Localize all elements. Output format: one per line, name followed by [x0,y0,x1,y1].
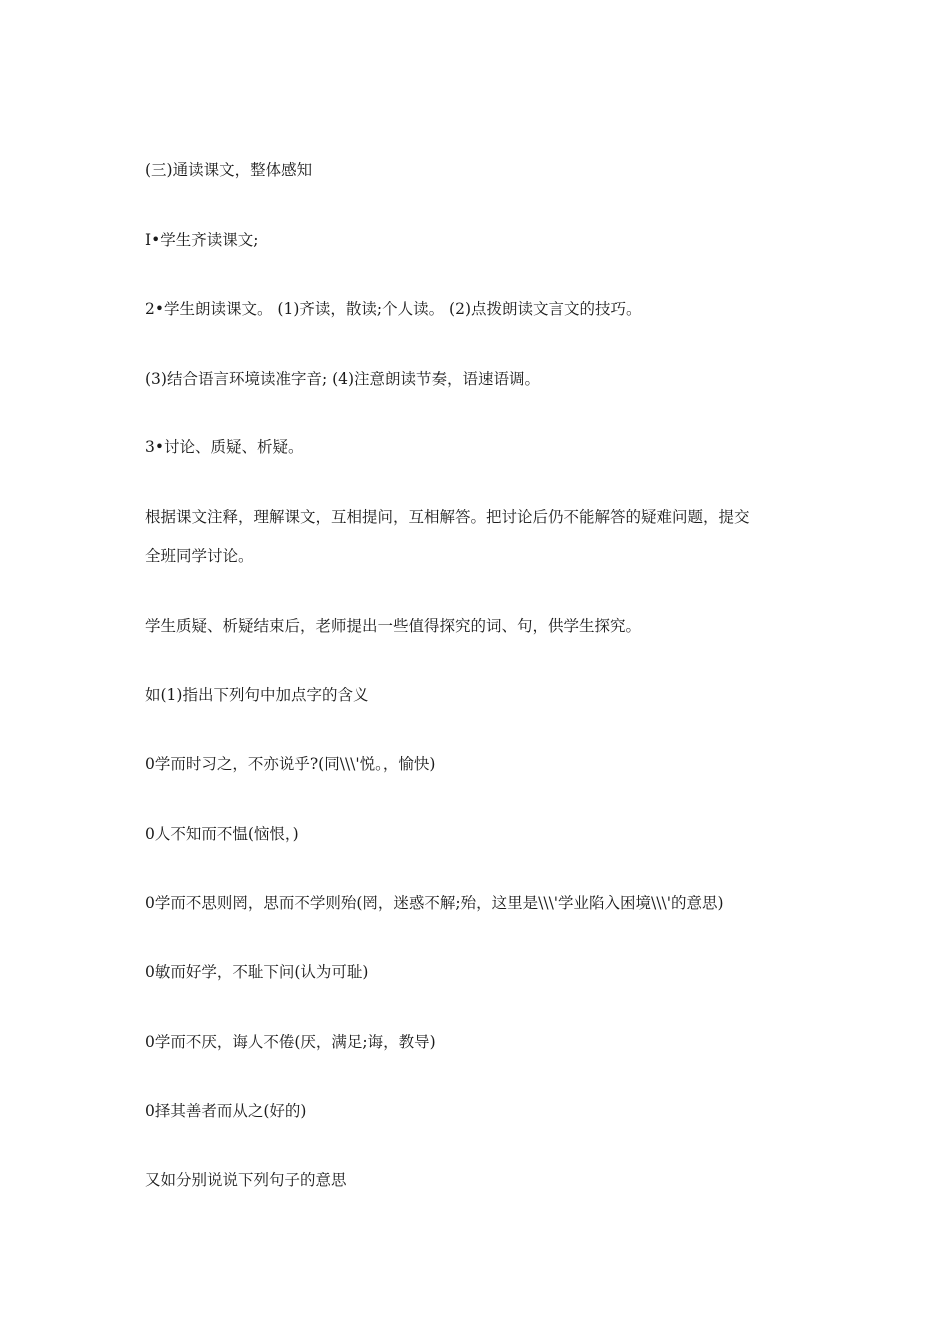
text-line: 学生质疑、析疑结束后，老师提出一些值得探究的词、句，供学生探究。 [145,617,642,635]
list-item: 0学而时习之，不亦说乎?(同\\\'悦。，愉快) [145,755,436,773]
text-line: I•学生齐读课文; [145,231,259,249]
text-line: 又如分别说说下列句子的意思 [145,1171,347,1189]
list-item: 0学而不思则罔，思而不学则殆(罔，迷惑不解;殆，这里是\\\'学业陷入困境\\\'的意思) [145,894,724,912]
paragraph-line: 根据课文注释，理解课文，互相提问，互相解答。把讨论后仍不能解答的疑难问题，提交 [145,508,750,526]
list-item: 0人不知而不愠(恼恨，) [145,825,299,843]
text-line: 如(1)指出下列句中加点字的含义 [145,686,369,704]
section-heading: (三)通读课文，整体感知 [145,161,313,179]
paragraph-line: 全班同学讨论。 [145,547,254,565]
text-line: 2•学生朗读课文。 (1)齐读，散读;个人读。 (2)点拨朗读文言文的技巧。 [145,300,642,318]
text-line: (3)结合语言环境读准字音; (4)注意朗读节奏，语速语调。 [145,370,541,388]
list-item: 0学而不厌，诲人不倦(厌，满足;诲，教导) [145,1033,436,1051]
list-item: 0择其善者而从之(好的) [145,1102,307,1120]
text-line: 3•讨论、质疑、析疑。 [145,438,304,456]
list-item: 0敏而好学，不耻下问(认为可耻) [145,963,369,981]
